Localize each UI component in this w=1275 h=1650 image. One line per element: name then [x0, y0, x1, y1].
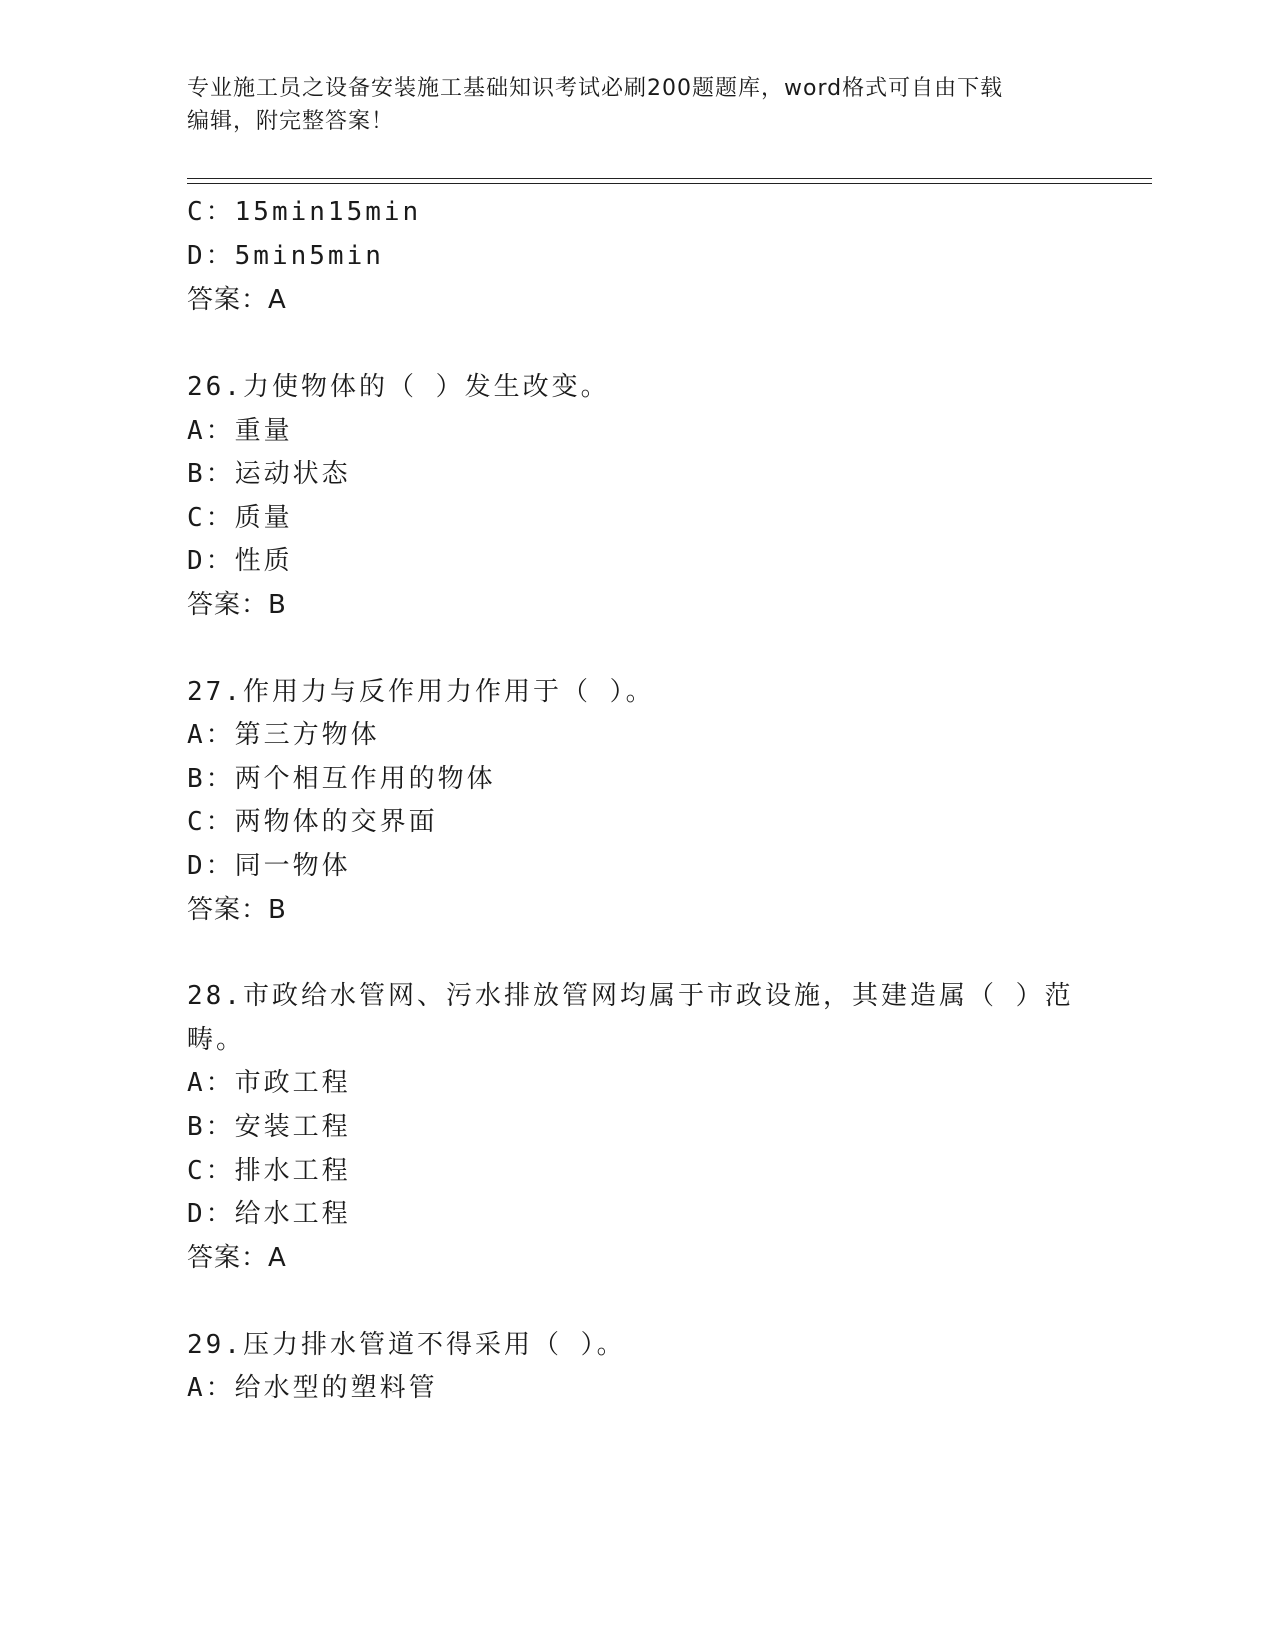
- q28-option-c: C：排水工程: [187, 1156, 351, 1186]
- q27-option-d: D：同一物体: [187, 851, 351, 881]
- header-divider-top: [187, 178, 1152, 179]
- q29-stem: 29.压力排水管道不得采用（ ）。: [187, 1330, 626, 1360]
- q26-option-a: A：重量: [187, 416, 293, 446]
- q29-option-a: A：给水型的塑料管: [187, 1373, 438, 1403]
- header-line-2: 编辑，附完整答案！: [187, 109, 395, 134]
- q28-option-b: B：安装工程: [187, 1112, 351, 1142]
- header-line-1: 专业施工员之设备安装施工基础知识考试必刷200题题库，word格式可自由下载: [187, 76, 1004, 101]
- document-header: [187, 72, 1087, 138]
- q28-option-a: A：市政工程: [187, 1068, 351, 1098]
- q27-stem: 27.作用力与反作用力作用于（ ）。: [187, 677, 655, 707]
- header-divider-bottom: [187, 183, 1152, 184]
- q28-stem-line-1: 28.市政给水管网、污水排放管网均属于市政设施，其建造属（ ）范: [187, 981, 1074, 1011]
- q27-option-c: C：两物体的交界面: [187, 807, 438, 837]
- q26-option-d: D：性质: [187, 546, 293, 576]
- q25-answer: 答案：A: [187, 285, 287, 315]
- q26-option-c: C：质量: [187, 503, 293, 533]
- q28-option-d: D：给水工程: [187, 1199, 351, 1229]
- q26-option-b: B：运动状态: [187, 459, 351, 489]
- q27-option-b: B：两个相互作用的物体: [187, 764, 496, 794]
- q28-stem-line-2: 畴。: [187, 1025, 246, 1055]
- q27-answer: 答案：B: [187, 895, 287, 925]
- q26-stem: 26.力使物体的（ ）发生改变。: [187, 372, 610, 402]
- q25-option-c: C：15min15min: [187, 197, 422, 227]
- q25-option-d: D：5min5min: [187, 241, 384, 271]
- q26-answer: 答案：B: [187, 590, 287, 620]
- q27-option-a: A：第三方物体: [187, 720, 380, 750]
- q28-answer: 答案：A: [187, 1243, 287, 1273]
